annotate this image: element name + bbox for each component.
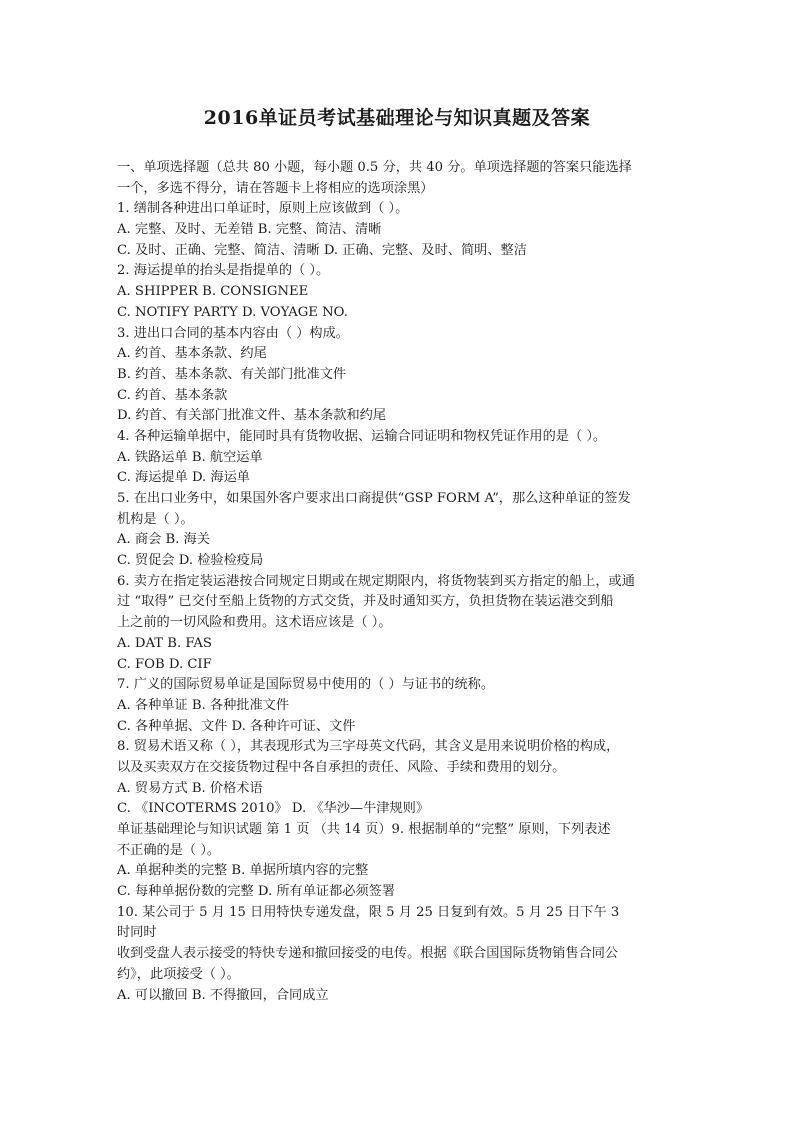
text-line: 不正确的是（ ）。 <box>117 842 221 858</box>
text-line: 3. 进出口合同的基本内容由（ ）构成。 <box>117 325 349 341</box>
text-line: 上之前的一切风险和费用。这术语应该是（ ）。 <box>117 615 392 631</box>
text-line: 6. 卖方在指定装运港按合同规定日期或在规定期限内，将货物装到买方指定的船上，或通 <box>117 573 635 589</box>
text-line: 机构是（ ）。 <box>117 511 194 527</box>
text-line: 一、单项选择题（总共 80 小题，每小题 0.5 分，共 40 分。单项选择题的答案只能选择 <box>117 160 632 175</box>
text-line: 以及买卖双方在交接货物过程中各自承担的责任、风险、手续和费用的划分。 <box>117 759 566 775</box>
text-line: C. 每种单据份数的完整 D. 所有单证都必须签署 <box>117 884 396 900</box>
text-line: A. 约首、基本条款、约尾 <box>117 346 267 362</box>
text-line: 2. 海运提单的抬头是指提单的（ ）。 <box>117 263 330 279</box>
text-line: 时同时 <box>117 925 157 941</box>
text-line: C. FOB D. CIF <box>117 656 212 672</box>
document-body <box>117 158 682 1006</box>
text-line: A. 贸易方式 B. 价格术语 <box>117 780 263 796</box>
text-line: A. 商会 B. 海关 <box>117 532 210 548</box>
text-line: A. 单据种类的完整 B. 单据所填内容的完整 <box>117 863 369 879</box>
text-line: A. DAT B. FAS <box>117 635 212 651</box>
text-line: C. 贸促会 D. 检验检疫局 <box>117 553 264 569</box>
text-line: 8. 贸易术语又称（ ），其表现形式为三字母英文代码，其含义是用来说明价格的构成， <box>117 739 620 755</box>
text-line: A. 可以撤回 B. 不得撤回，合同成立 <box>117 987 329 1003</box>
text-line: D. 约首、有关部门批准文件、基本条款和约尾 <box>117 408 387 424</box>
text-line: A. 各种单证 B. 各种批准文件 <box>117 697 290 713</box>
text-line: 10. 某公司于 5 月 15 日用特快专递发盘，限 5 月 25 日复到有效。5 月 25 日下午 3 <box>117 904 620 920</box>
text-line: A. 完整、及时、无差错 B. 完整、简洁、清晰 <box>117 222 382 238</box>
text-line: 一个，多选不得分，请在答题卡上将相应的选项涂黑） <box>117 180 434 196</box>
text-line: 收到受盘人表示接受的特快专递和撤回接受的电传。根据《联合国国际货物销售合同公 <box>117 946 619 962</box>
text-line: 过 “取得” 已交付至船上货物的方式交货，并及时通知买方，负担货物在装运港交到船 <box>117 594 614 610</box>
text-line: 4. 各种运输单据中，能同时具有货物收据、运输合同证明和物权凭证作用的是（ ）。 <box>117 428 607 444</box>
document-title: 2016单证员考试基础理论与知识真题及答案 <box>203 107 591 129</box>
text-line: A. SHIPPER B. CONSIGNEE <box>117 284 309 300</box>
text-line: 7. 广义的国际贸易单证是国际贸易中使用的（ ）与证书的统称。 <box>117 677 495 693</box>
text-line: C. 约首、基本条款 <box>117 387 228 403</box>
text-line: C. 各种单据、文件 D. 各种许可证、文件 <box>117 718 356 734</box>
text-line: 5. 在出口业务中，如果国外客户要求出口商提供“GSP FORM A”，那么这种单证的签发 <box>117 491 631 506</box>
text-line: 1. 缮制各种进出口单证时，原则上应该做到（ ）。 <box>117 201 409 217</box>
text-line: A. 铁路运单 B. 航空运单 <box>117 449 263 465</box>
text-line: 约》，此项接受（ ）。 <box>117 966 240 982</box>
text-line: 单证基础理论与知识试题 第 1 页 （共 14 页）9. 根据制单的“完整” 原则，下列表述 <box>117 822 611 837</box>
text-line: C. 《INCOTERMS 2010》 D. 《华沙—牛津规则》 <box>117 801 430 817</box>
text-line: C. 海运提单 D. 海运单 <box>117 470 250 486</box>
text-line: C. 及时、正确、完整、简洁、清晰 D. 正确、完整、及时、简明、整洁 <box>117 242 527 258</box>
text-line: C. NOTIFY PARTY D. VOYAGE NO. <box>117 304 348 320</box>
text-line: B. 约首、基本条款、有关部门批准文件 <box>117 366 347 382</box>
